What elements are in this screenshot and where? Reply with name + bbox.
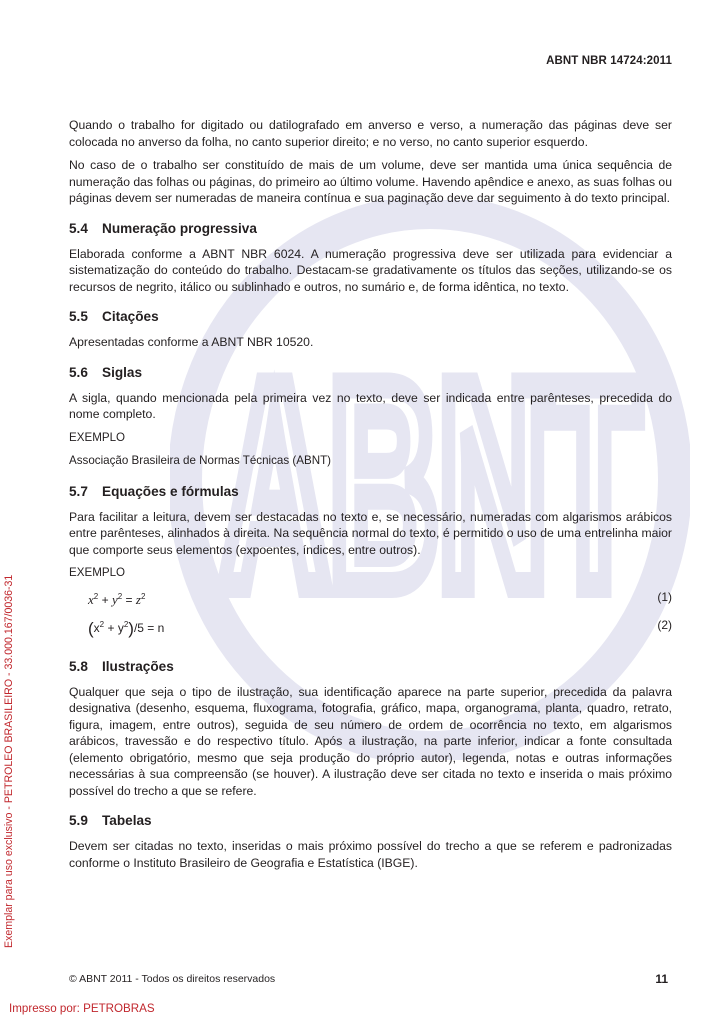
section-5-9-text: Devem ser citadas no texto, inseridas o mais próximo possível do trecho a que se referem e padronizadas conforme o Instituto Brasileiro de Geografia e Estatística (IBGE).: [69, 839, 672, 870]
standard-code: ABNT NBR 14724:2011: [546, 55, 672, 67]
page-number: 11: [655, 972, 668, 986]
intro-paragraph-1: Quando o trabalho for digitado ou datilografado em anverso e verso, a numeração das páginas deve ser colocada no anverso da folha, no canto superior direito; e no verso, no canto superior esquerdo.: [69, 118, 672, 149]
section-number: 5.7: [69, 483, 88, 499]
watermark-text: ABNT: [220, 323, 640, 647]
section-5-5-text: Apresentadas conforme a ABNT NBR 10520.: [69, 335, 314, 349]
equation-2-number: (2): [657, 617, 672, 632]
section-5-6-text: A sigla, quando mencionada pela primeira vez no texto, deve ser indicada entre parênteses, precedida do nome completo.: [69, 390, 672, 421]
section-5-7-text: Para facilitar a leitura, devem ser destacadas no texto e, se necessário, numeradas com algarismos arábicos entre parênteses, alinhados à direita. Na sequência normal do texto, é permitido o uso de uma entrelinha maior que comporte seus elementos (expoentes, índices, entre outros).: [69, 509, 672, 557]
section-5-4-heading: [69, 221, 672, 237]
section-5-4-text: Elaborada conforme a ABNT NBR 6024. A numeração progressiva deve ser utilizada para evidenciar a sistematização do conteúdo do trabalho. Destacam-se gradativamente os títulos das seções, utilizando-se os recursos de negrito, itálico ou sublinhado e outros, no sumário e, de forma idêntica, no texto.: [69, 246, 672, 294]
section-title: Tabelas: [102, 813, 152, 828]
example-label: EXEMPLO: [69, 566, 126, 579]
section-5-7-heading: [69, 484, 672, 500]
intro-paragraph-2: No caso de o trabalho ser constituído de mais de um volume, deve ser mantida uma única sequência de numeração das folhas ou páginas, do primeiro ao último volume. Havendo apêndice e anexo, as suas folhas ou páginas devem ser numeradas de maneira contínua e sua paginação deve dar seguimento à do texto principal.: [69, 158, 672, 205]
section-number: 5.8: [69, 658, 88, 674]
equation-2: [69, 617, 672, 637]
section-5-9-heading: [69, 813, 672, 829]
section-5-6-heading: [69, 365, 672, 381]
section-5-8-heading: [69, 659, 672, 675]
section-title: Ilustrações: [102, 658, 174, 674]
section-title: Siglas: [102, 364, 143, 380]
equation-1-number: (1): [657, 589, 672, 604]
section-number: 5.6: [69, 364, 88, 380]
section-number: 5.5: [69, 309, 88, 324]
section-title: Equações e fórmulas: [102, 483, 239, 499]
equation-1-formula: $x^2 + y^2 = z^2$: [88, 591, 146, 607]
example-label: EXEMPLO: [69, 430, 126, 444]
section-number: 5.9: [69, 813, 88, 828]
document-body: [69, 117, 672, 878]
section-5-8-text: Qualquer que seja o tipo de ilustração, sua identificação aparece na parte superior, precedida da palavra designativa (desenho, esquema, fluxograma, fotografia, gráfico, mapa, organograma, planta, quadro, retrato, figura, imagem, entre outros), seguida de seu número de ordem de ocorrência no texto, em algarismos arábicos, travessão e do respectivo título. Após a ilustração, na parte inferior, indicar a fonte consultada (elemento obrigatório, mesmo que seja produção do próprio autor), legenda, notas e outras informações necessárias à sua compreensão (se houver). A ilustração deve ser citada no texto e inserida o mais próximo possível do trecho a que se refere.: [69, 684, 672, 798]
section-5-5-heading: [69, 309, 672, 325]
section-number: 5.4: [69, 220, 88, 236]
section-title: Citações: [102, 309, 159, 324]
example-text: Associação Brasileira de Normas Técnicas (ABNT): [69, 454, 332, 467]
equation-2-formula: $(x^2 + y^2)/5 = n$: [88, 618, 165, 638]
footer-copyright: © ABNT 2011 - Todos os direitos reservados: [69, 973, 276, 985]
printed-by-note: Impresso por: PETROBRAS: [9, 1002, 155, 1015]
section-title: Numeração progressiva: [102, 220, 257, 236]
exclusive-use-note: Exemplar para uso exclusivo - PETROLEO BRASILEIRO - 33.000.167/0036-31: [3, 574, 15, 948]
equation-1: [69, 589, 672, 609]
